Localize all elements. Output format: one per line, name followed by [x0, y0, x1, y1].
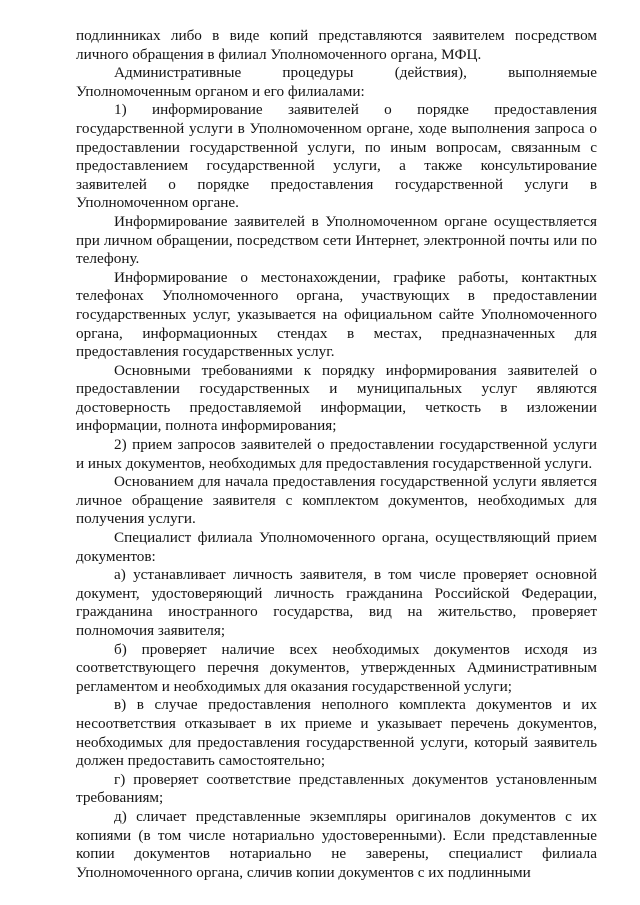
paragraph-continuation: подлинниках либо в виде копий представляются заявителем посредством личного обращения в филиал Уполномоченного органа, МФЦ. — [76, 27, 597, 63]
paragraph-item-1: 1) информирование заявителей о порядке предоставления государственной услуги в Уполномоченном органе, ходе выполнения запроса о предоставлении государственной услуги, по иным вопросам, связанным с предоставлением государственной услуги, а также консультирование заявителей о порядке предоставления государственной услуги в Уполномоченном органе. — [76, 101, 597, 212]
paragraph-item-2: 2) прием запросов заявителей о предоставлении государственной услуги и иных документов, необходимых для предоставления государственной услуги. — [76, 436, 597, 472]
paragraph-admin-procedures: Административные процедуры (действия), выполняемые Уполномоченным органом и его филиалами: — [76, 64, 597, 100]
paragraph-subitem-a: а) устанавливает личность заявителя, в том числе проверяет основной документ, удостоверяющий личность гражданина Российской Федерации, гражданина иностранного государства, вид на жительство, проверяет полномочия заявителя; — [76, 566, 597, 639]
paragraph-subitem-g: г) проверяет соответствие представленных документов установленным требованиям; — [76, 770, 597, 807]
paragraph-informing-methods: Информирование заявителей в Уполномоченном органе осуществляется при личном обращении, посредством сети Интернет, электронной почты или по телефону. — [76, 212, 597, 268]
paragraph-subitem-b: б) проверяет наличие всех необходимых документов исходя из соответствующего перечня документов, утвержденных Административным регламентом и необходимых для оказания государственной услуги; — [76, 640, 597, 695]
paragraph-basis: Основанием для начала предоставления государственной услуги является личное обращение заявителя с комплектом документов, необходимых для получения услуги. — [76, 473, 597, 528]
paragraph-subitem-d: д) сличает представленные экземпляры оригиналов документов с их копиями (в том числе нотариально удостоверенными). Если представленные копии документов нотариально не заверены, специалист филиала Уполномоченного органа, сличив копии документов с их подлинными — [76, 807, 597, 881]
paragraph-requirements: Основными требованиями к порядку информирования заявителей о предоставлении государственных и муниципальных услуг являются достоверность предоставляемой информации, четкость в изложении информации, полнота информирования; — [76, 361, 597, 435]
paragraph-location-info: Информирование о местонахождении, графике работы, контактных телефонах Уполномоченного органа, участвующих в предоставлении государственных услуг, указывается на официальном сайте Уполномоченного органа, информационных стендах в местах, предназначенных для предоставления государственных услуг. — [76, 268, 597, 361]
paragraph-subitem-v: в) в случае предоставления неполного комплекта документов и их несоответствия отказывает в их приеме и указывает перечень документов, необходимых для предоставления государственной услуги, который заявитель должен предоставить самостоятельно; — [76, 696, 597, 770]
paragraph-specialist: Специалист филиала Уполномоченного органа, осуществляющий прием документов: — [76, 529, 597, 565]
